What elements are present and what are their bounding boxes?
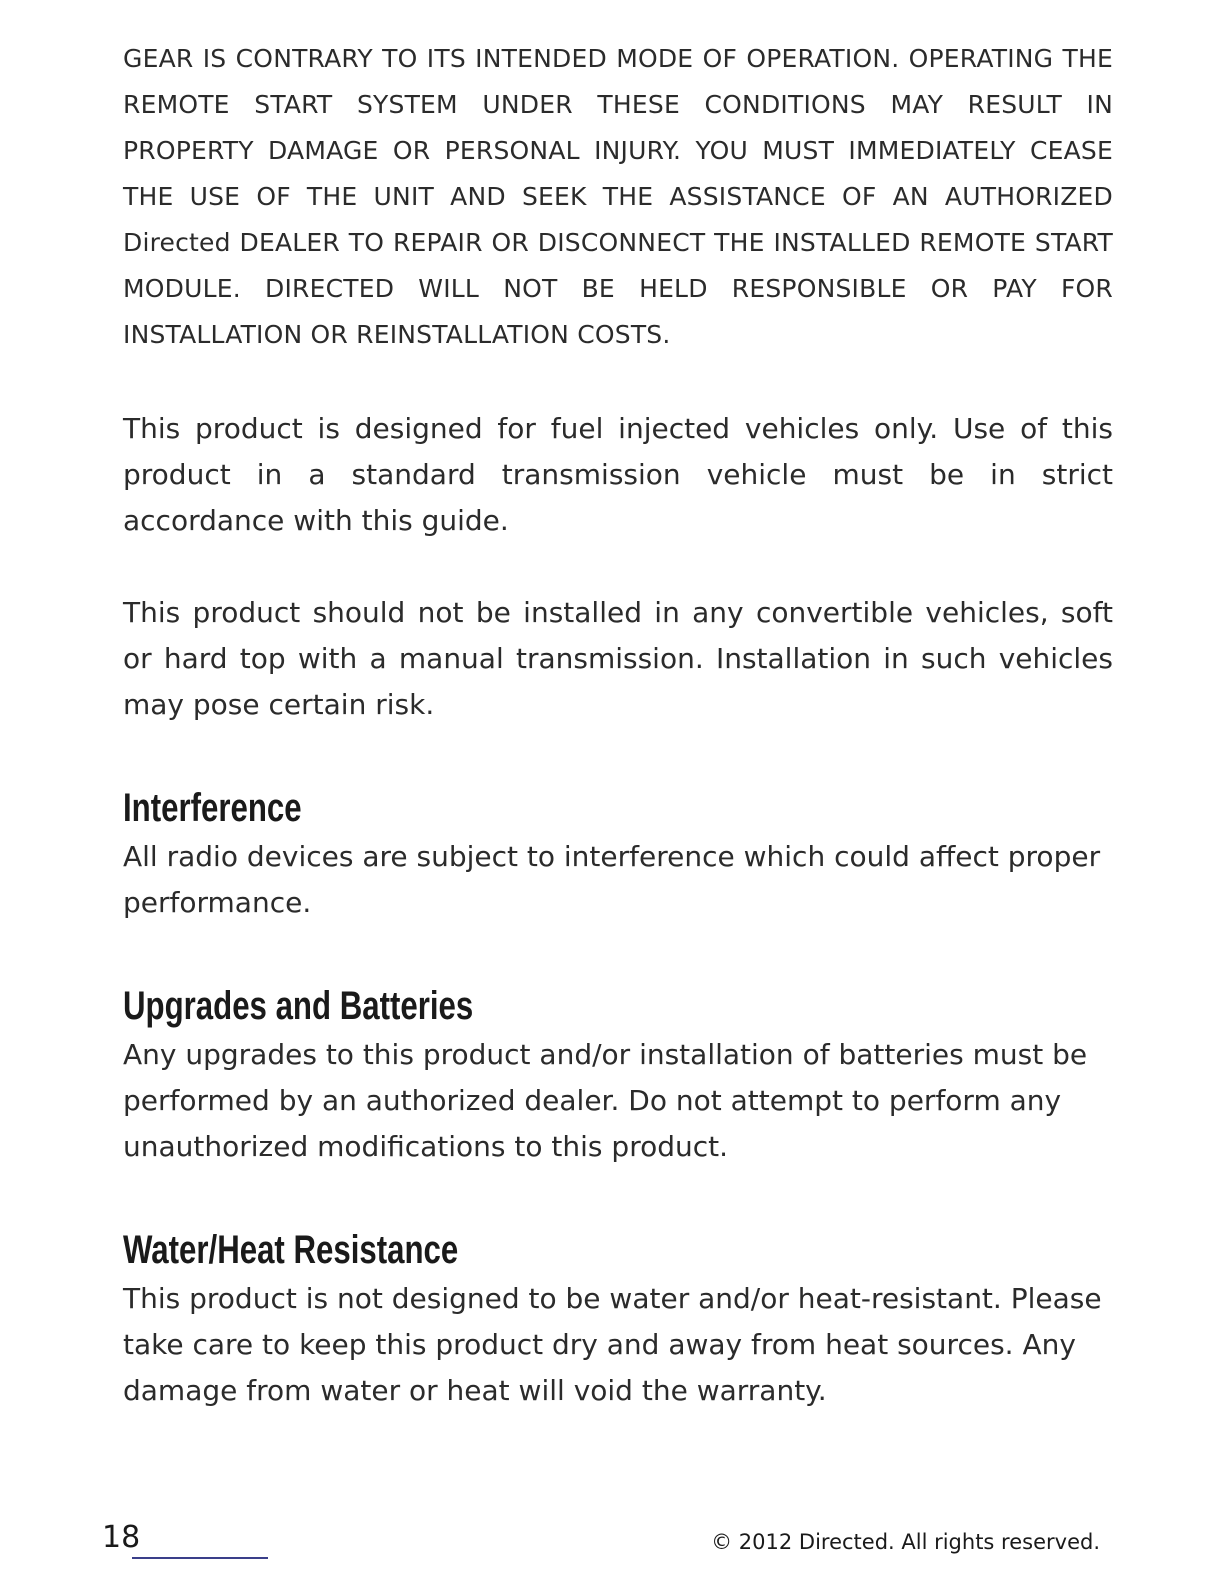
convertible-paragraph: This product should not be installed in any convertible vehicles, soft or hard top with a manual transmission. Installation in such vehicles may pose certain risk. bbox=[123, 596, 1113, 721]
page-number: 18 bbox=[102, 1520, 141, 1555]
interference-body: All radio devices are subject to interference which could affect proper performance. bbox=[123, 840, 1101, 919]
warning-paragraph: GEAR IS CONTRARY TO ITS INTENDED MODE OF OPERATION. OPERATING THE REMOTE START SYSTEM UNDER THESE CONDITIONS MAY RESULT IN PROPERTY DAMAGE OR PERSONAL INJURY. YOU MUST IMMEDIATELY CEASE THE USE OF THE UNIT AND SEEK THE ASSISTANCE OF AN AUTHORIZED Directed DEALER TO REPAIR OR DISCONNECT THE INSTALLED REMOTE START MODULE. DIRECTED WILL NOT BE HELD RESPONSIBLE OR PAY FOR INSTALLATION OR REINSTALLATION COSTS. bbox=[123, 44, 1113, 349]
water-heat-section bbox=[123, 1226, 1113, 1414]
footer-rule bbox=[132, 1557, 268, 1559]
interference-section bbox=[123, 784, 1113, 926]
water-heat-heading: Water/Heat Resistance bbox=[123, 1228, 459, 1272]
page-content bbox=[123, 36, 1113, 1414]
upgrades-section bbox=[123, 982, 1113, 1170]
interference-heading: Interference bbox=[123, 786, 302, 830]
water-heat-body: This product is not designed to be water and/or heat-resistant. Please take care to keep this product dry and away from heat sources. Any damage from water or heat will void the warranty. bbox=[123, 1282, 1102, 1407]
upgrades-body: Any upgrades to this product and/or installation of batteries must be performed by an authorized dealer. Do not attempt to perform any unauthorized modifications to this product. bbox=[123, 1038, 1088, 1163]
fuel-injected-paragraph: This product is designed for fuel injected vehicles only. Use of this product in a standard transmission vehicle must be in strict accordance with this guide. bbox=[123, 412, 1113, 537]
upgrades-heading: Upgrades and Batteries bbox=[123, 984, 474, 1028]
copyright-notice: © 2012 Directed. All rights reserved. bbox=[711, 1530, 1100, 1554]
